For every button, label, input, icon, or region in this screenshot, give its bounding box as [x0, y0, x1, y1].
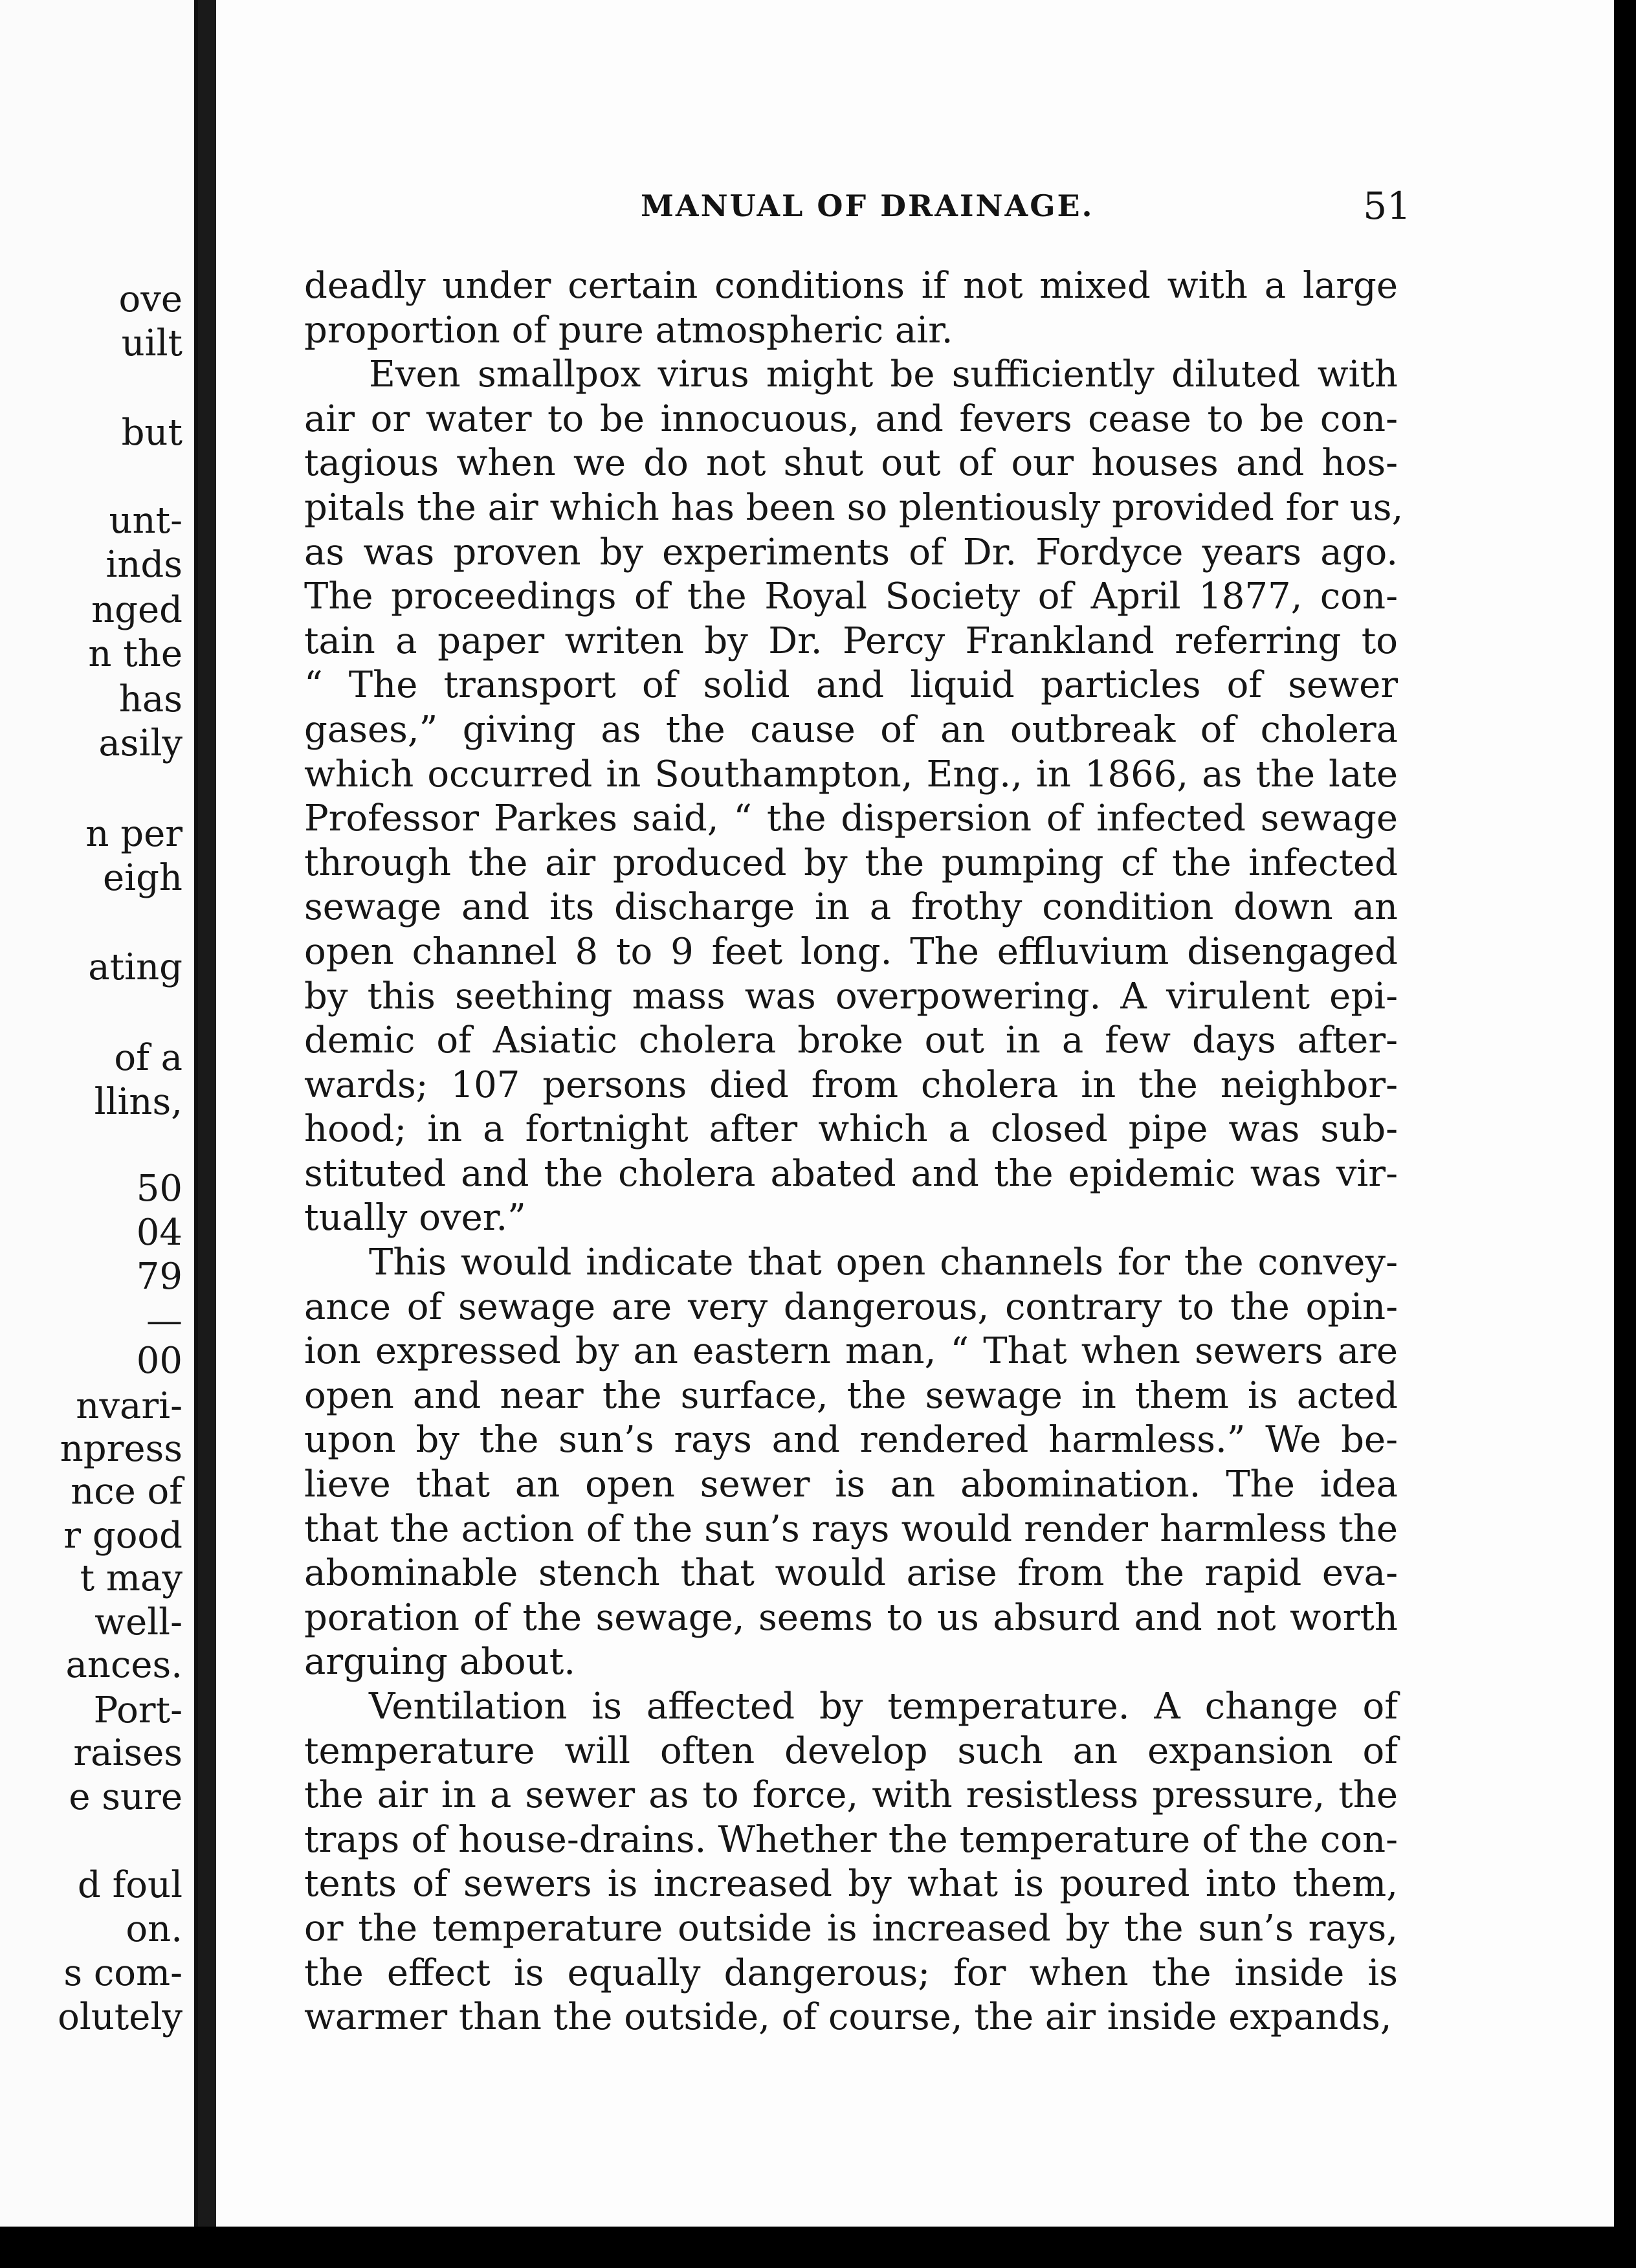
left-page-fragment: t may — [80, 1557, 182, 1599]
text-line: poration of the sewage, seems to us absurd and not worth — [304, 1596, 1398, 1639]
left-page-fragment: nce of — [71, 1471, 182, 1513]
left-page-fragment: ances. — [65, 1644, 182, 1686]
text-line: the air in a sewer as to force, with resistless pressure, the — [304, 1774, 1398, 1817]
text-line: tagious when we do not shut out of our houses and hos- — [304, 442, 1398, 485]
text-line: through the air produced by the pumping cf the infected — [304, 841, 1398, 884]
text-line: deadly under certain conditions if not mixed with a large — [304, 265, 1398, 307]
text-line: demic of Asiatic cholera broke out in a few days after- — [304, 1019, 1398, 1062]
left-page-fragment: of a — [114, 1037, 182, 1079]
text-line: tents of sewers is increased by what is poured into them, — [304, 1863, 1398, 1906]
text-line: air or water to be innocuous, and fevers cease to be con- — [304, 397, 1398, 440]
text-line: by this seething mass was overpowering. A virulent epi- — [304, 975, 1398, 1017]
left-page-fragment: 50 — [136, 1168, 182, 1210]
left-page-fragment: asily — [98, 722, 182, 764]
paragraph — [304, 1241, 1398, 1685]
text-line: This would indicate that open channels for the convey- — [369, 1241, 1398, 1284]
text-line: Ventilation is affected by temperature. A change of — [369, 1685, 1398, 1728]
left-page-fragment: has — [118, 678, 182, 720]
left-page-fragment: n per — [85, 813, 182, 855]
left-page-fragment: ove — [118, 278, 182, 320]
left-page-margin — [0, 0, 198, 2227]
page-header — [427, 180, 1411, 238]
left-page-fragment: d foul — [77, 1864, 182, 1906]
text-line: that the action of the sun’s rays would render harmless the — [304, 1507, 1398, 1550]
text-line: abominable stench that would arise from the rapid eva- — [304, 1552, 1398, 1595]
left-page-fragment: ating — [88, 946, 182, 988]
text-line: gases,” giving as the cause of an outbreak of cholera — [304, 708, 1398, 751]
left-page-fragment: s com- — [63, 1952, 182, 1994]
text-line: upon by the sun’s rays and rendered harmless.” We be- — [304, 1419, 1398, 1462]
text-line: open channel 8 to 9 feet long. The effluvium disengaged — [304, 930, 1398, 973]
text-line: traps of house-drains. Whether the temperature of the con- — [304, 1818, 1398, 1861]
book-gutter — [198, 0, 216, 2227]
running-title: MANUAL OF DRAINAGE. — [641, 188, 1094, 223]
left-page-fragment: on. — [126, 1908, 182, 1950]
text-line: Professor Parkes said, “ the dispersion of infected sewage — [304, 797, 1398, 840]
left-page-fragment: eigh — [103, 857, 182, 899]
left-page-fragment: llins, — [94, 1081, 182, 1123]
text-line: stituted and the cholera abated and the epidemic was vir- — [304, 1152, 1398, 1195]
left-page-fragment: 00 — [136, 1340, 182, 1382]
text-line: ance of sewage are very dangerous, contrary to the opin- — [304, 1285, 1398, 1328]
body-text — [304, 264, 1404, 2040]
left-page-fragment: r good — [63, 1515, 182, 1557]
page-number: 51 — [1363, 184, 1411, 228]
text-line: wards; 107 persons died from cholera in the neighbor- — [304, 1063, 1398, 1106]
text-line: arguing about. — [304, 1641, 576, 1684]
left-page-fragment: Port- — [93, 1689, 182, 1731]
left-page-fragment: 04 — [136, 1212, 182, 1254]
text-line: the effect is equally dangerous; for when the inside is — [304, 1951, 1398, 1994]
left-page-fragment: inds — [105, 544, 182, 586]
left-page-fragment: well- — [94, 1601, 182, 1643]
text-line: or the temperature outside is increased by the sun’s rays, — [304, 1907, 1398, 1950]
paragraph — [304, 264, 1398, 353]
text-line: proportion of pure atmospheric air. — [304, 309, 953, 351]
text-line: open and near the surface, the sewage in them is acted — [304, 1374, 1398, 1417]
text-line: temperature will often develop such an expansion of — [304, 1729, 1398, 1772]
text-line: tain a paper writen by Dr. Percy Frankland referring to — [304, 619, 1398, 662]
left-page-fragment: — — [146, 1300, 182, 1342]
left-page-fragment: uilt — [121, 322, 182, 364]
left-page-fragment: olutely — [58, 1996, 182, 2038]
left-page-fragment: nged — [91, 589, 182, 631]
text-line: ion expressed by an eastern man, “ That when sewers are — [304, 1330, 1398, 1373]
text-line: which occurred in Southampton, Eng., in 1866, as the late — [304, 753, 1398, 795]
text-line: Even smallpox virus might be sufficiently diluted with — [369, 353, 1398, 396]
text-line: as was proven by experiments of Dr. Fordyce years ago. — [304, 531, 1398, 573]
left-page-fragment: unt- — [109, 500, 182, 542]
left-page-fragment: npress — [60, 1428, 182, 1470]
text-line: lieve that an open sewer is an abomination. The idea — [304, 1463, 1398, 1506]
text-line: tually over.” — [304, 1197, 526, 1240]
text-line: warmer than the outside, of course, the air inside expands, — [304, 1996, 1392, 2039]
left-page-fragment: raises — [73, 1732, 182, 1774]
left-page-fragment: nvari- — [76, 1385, 182, 1427]
left-page-fragment: 79 — [136, 1256, 182, 1298]
left-page-fragment: but — [121, 412, 182, 454]
text-line: “ The transport of solid and liquid particles of sewer — [304, 664, 1398, 707]
left-page-fragment: n the — [88, 633, 182, 675]
paragraph — [304, 1685, 1398, 2040]
text-line: sewage and its discharge in a frothy condition down an — [304, 886, 1398, 929]
left-page-fragment: e sure — [69, 1776, 182, 1818]
text-line: hood; in a fortnight after which a closed pipe was sub- — [304, 1108, 1398, 1151]
text-line: The proceedings of the Royal Society of April 1877, con- — [304, 575, 1398, 618]
page-edge — [1614, 0, 1636, 2268]
text-line: pitals the air which has been so plentiously provided for us, — [304, 486, 1404, 529]
paragraph — [304, 353, 1404, 1241]
